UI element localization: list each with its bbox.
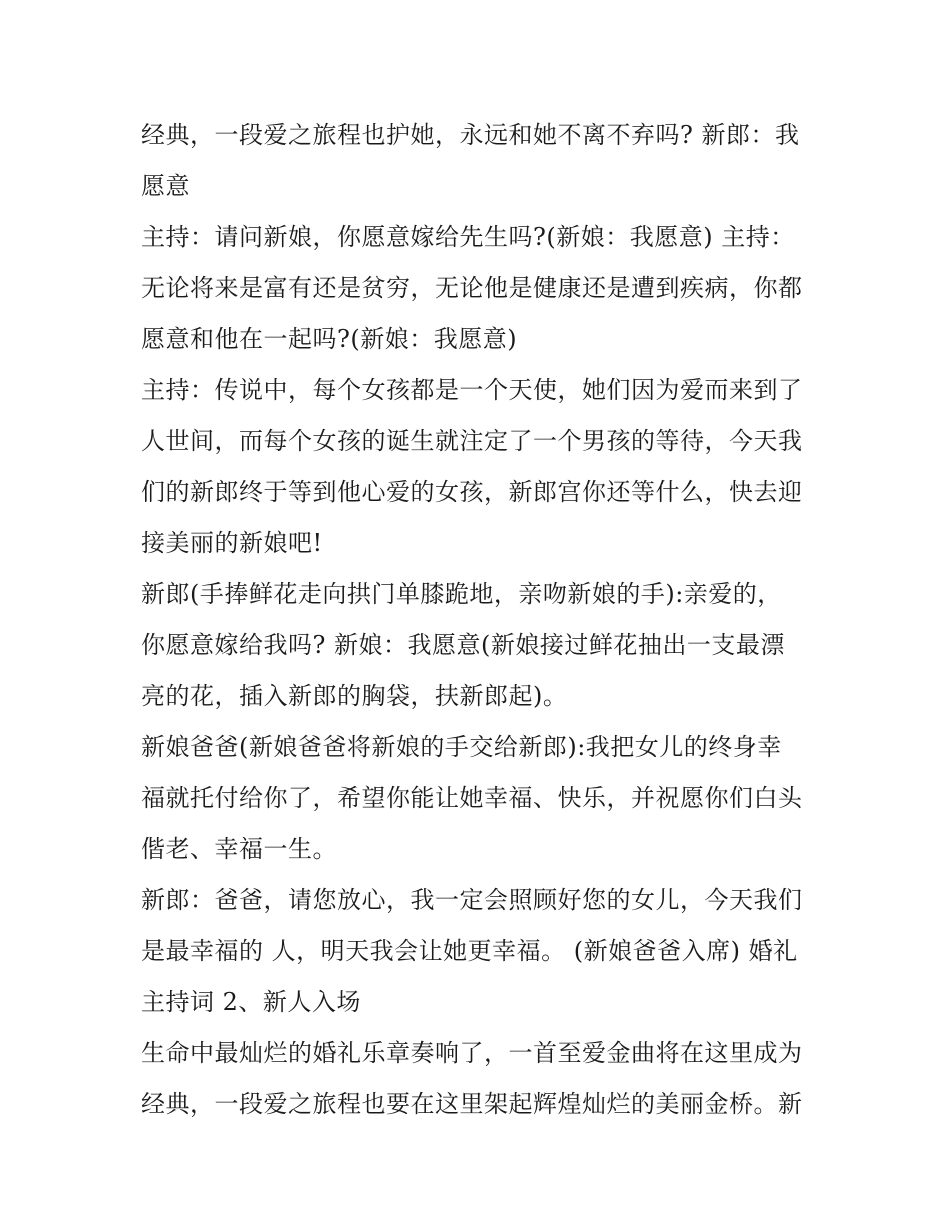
text-line: 经典，一段爱之旅程也要在这里架起辉煌灿烂的美丽金桥。新 xyxy=(141,1090,803,1118)
text-line: 主持词 2、新人入场 xyxy=(141,988,361,1016)
text-line: 愿意和他在一起吗?(新娘：我愿意) xyxy=(141,325,518,353)
text-line: 人世间，而每个女孩的诞生就注定了一个男孩的等待，今天我 xyxy=(141,427,803,455)
text-line: 新郎(手捧鲜花走向拱门单膝跪地，亲吻新娘的手):亲爱的， xyxy=(141,580,782,608)
text-line: 生命中最灿烂的婚礼乐章奏响了，一首至爱金曲将在这里成为 xyxy=(141,1039,803,1067)
text-line: 经典，一段爱之旅程也护她，永远和她不离不弃吗? 新郎：我 xyxy=(141,121,800,149)
text-line: 是最幸福的 人，明天我会让她更幸福。 (新娘爸爸入席) 婚礼 xyxy=(141,937,798,965)
text-line: 主持：传说中，每个女孩都是一个天使，她们因为爱而来到了 xyxy=(141,376,803,404)
text-line: 主持：请问新娘，你愿意嫁给先生吗?(新娘：我愿意) 主持： xyxy=(141,223,795,251)
text-line: 新郎：爸爸，请您放心，我一定会照顾好您的女儿，今天我们 xyxy=(141,886,803,914)
text-line: 福就托付给你了，希望你能让她幸福、快乐，并祝愿你们白头 xyxy=(141,784,803,812)
text-line: 偕老、幸福一生。 xyxy=(141,835,337,863)
text-line: 们的新郎终于等到他心爱的女孩，新郎宫你还等什么，快去迎 xyxy=(141,478,803,506)
text-line: 你愿意嫁给我吗? 新娘：我愿意(新娘接过鲜花抽出一支最漂 xyxy=(141,631,785,659)
text-line: 接美丽的新娘吧! xyxy=(141,529,323,557)
text-line: 亮的花，插入新郎的胸袋，扶新郎起)。 xyxy=(141,682,568,710)
text-line: 无论将来是富有还是贫穷，无论他是健康还是遭到疾病，你都 xyxy=(141,274,803,302)
body-text xyxy=(141,110,821,1130)
text-line: 愿意 xyxy=(141,172,190,200)
text-line: 新娘爸爸(新娘爸爸将新娘的手交给新郎):我把女儿的终身幸 xyxy=(141,733,782,761)
